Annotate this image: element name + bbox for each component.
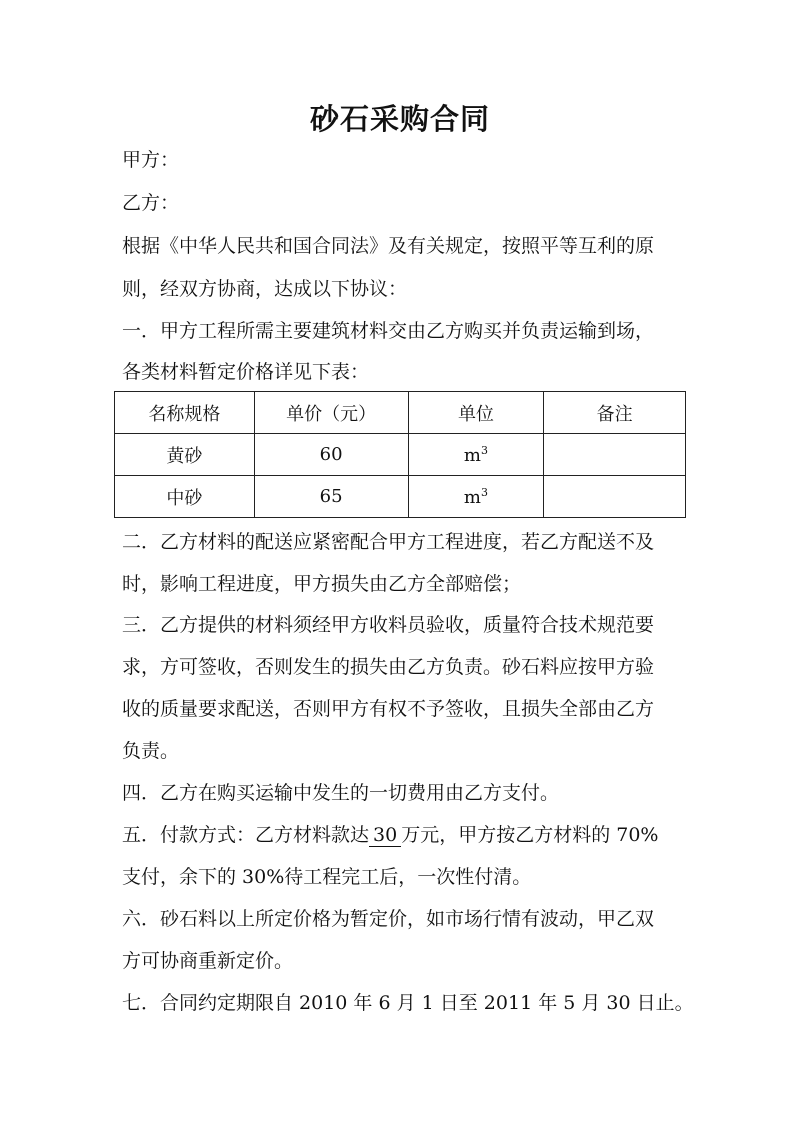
party-a-label: 甲方： [122, 149, 180, 171]
table-header-row [115, 392, 686, 434]
clause3-line-4: 负责。 [122, 740, 180, 762]
header-name: 名称规格 [115, 392, 255, 434]
cell-name: 中砂 [115, 476, 255, 518]
clause7-line-1: 七．合同约定期限自 2010 年 6 月 1 日至 2011 年 5 月 30 日止。 [122, 992, 694, 1014]
clause6-line-2: 方可协商重新定价。 [122, 950, 294, 972]
clause4-line-1: 四．乙方在购买运输中发生的一切费用由乙方支付。 [122, 782, 560, 804]
clause5-prefix: 五．付款方式：乙方材料款达 [122, 824, 370, 846]
unit-text: m [463, 486, 481, 508]
clause5-suffix: 万元，甲方按乙方材料的 70% [401, 824, 659, 846]
cell-unit [408, 434, 544, 476]
cell-note [544, 476, 686, 518]
header-unit: 单位 [408, 392, 544, 434]
clause1-line-2: 各类材料暂定价格详见下表： [122, 361, 370, 383]
party-b-label: 乙方： [122, 192, 180, 214]
clause5-line-1 [122, 822, 702, 848]
unit-superscript: 3 [480, 443, 488, 457]
cell-price: 60 [254, 434, 408, 476]
clause2-line-1: 二．乙方材料的配送应紧密配合甲方工程进度，若乙方配送不及 [122, 531, 655, 553]
cell-unit [408, 476, 544, 518]
header-price: 单价（元） [254, 392, 408, 434]
cell-name: 黄砂 [115, 434, 255, 476]
clause6-line-1: 六．砂石料以上所定价格为暂定价，如市场行情有波动，甲乙双 [122, 908, 655, 930]
unit-text: m [463, 444, 481, 466]
document-title: 砂石采购合同 [309, 102, 490, 136]
clause1-line-1: 一．甲方工程所需主要建筑材料交由乙方购买并负责运输到场， [122, 320, 655, 342]
cell-note [544, 434, 686, 476]
price-table [114, 391, 686, 518]
intro-line-2: 则，经双方协商，达成以下协议： [122, 278, 408, 300]
clause3-line-1: 三．乙方提供的材料须经甲方收料员验收，质量符合技术规范要 [122, 614, 655, 636]
table-row [115, 476, 686, 518]
clause3-line-3: 收的质量要求配送，否则甲方有权不予签收，且损失全部由乙方 [122, 698, 655, 720]
clause2-line-2: 时，影响工程进度，甲方损失由乙方全部赔偿； [122, 573, 522, 595]
cell-price: 65 [254, 476, 408, 518]
payment-amount: 30 [369, 824, 401, 847]
header-note: 备注 [544, 392, 686, 434]
clause5-line-2: 支付，余下的 30%待工程完工后，一次性付清。 [122, 866, 532, 888]
clause3-line-2: 求，方可签收，否则发生的损失由乙方负责。砂石料应按甲方验 [122, 656, 655, 678]
intro-line-1: 根据《中华人民共和国合同法》及有关规定，按照平等互利的原 [122, 235, 655, 257]
unit-superscript: 3 [480, 485, 488, 499]
table-row [115, 434, 686, 476]
